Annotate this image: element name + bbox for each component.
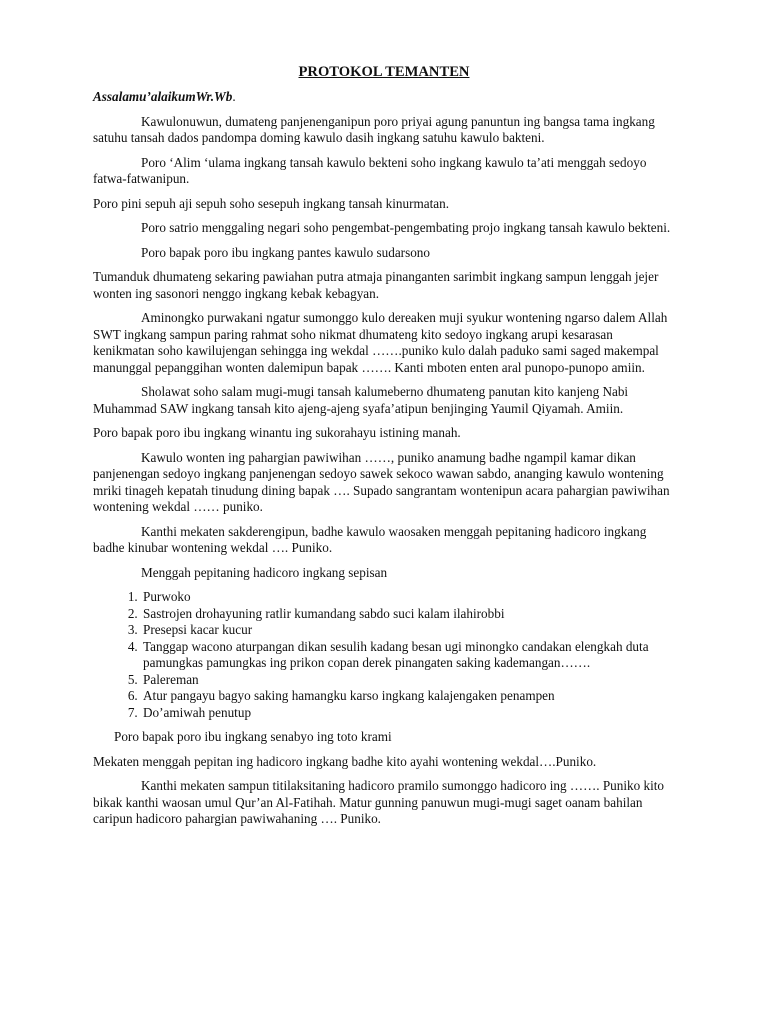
paragraph-6: Tumanduk dhumateng sekaring pawiahan putra atmaja pinanganten sarimbit ingkang sampun lenggah jejer wonten ing sasonori nenggo ingkang kebak kebagyan. (93, 269, 659, 301)
greeting-period: . (232, 89, 236, 104)
paragraph-1: Kawulonuwun, dumateng panjenenganipun poro priyai agung panuntun ing bangsa tama ingkang satuhu tansah dados pandompa doming kawulo dasih ingkang satuhu kawulo bakteni. (93, 113, 655, 145)
greeting (93, 89, 675, 106)
greeting-text: Assalamu’alaikumWr.Wb (93, 89, 233, 104)
paragraph-7: Aminongko purwakani ngatur sumonggo kulo dereaken muji syukur wontening ngarso dalem Allah SWT ingkang sampun paring rahmat soho nikmat dhumateng kito sedoyo ingkang arupi kesarasan kenikmatan soho kawilujengan sehingga ing wekdal …….puniko kulo dalah paduko sami saged makempal manunggal pepanggihan wonten dalemipun bapak ……. Kanti mboten enten aral punopo-punopo amiin. (93, 310, 668, 375)
paragraph-3: Poro pini sepuh aji sepuh soho sesepuh ingkang tansah kinurmatan. (93, 195, 450, 211)
list-item: 7. Do’amiwah penutup (141, 705, 675, 722)
list-item: 6. Atur pangayu bagyo saking hamangku karso ingkang kalajengaken penampen (141, 688, 675, 705)
paragraph-11: Kanthi mekaten sakderengipun, badhe kawulo waosaken menggah pepitaning hadicoro ingkang badhe kinubar wontening wekdal …. Puniko. (93, 523, 647, 555)
paragraph-15: Kanthi mekaten sampun titilaksitaning hadicoro pramilo sumonggo hadicoro ing ……. Puniko kito bikak kanthi waosan umul Qur’an Al-Fatihah. Matur gunning panuwun mugi-mugi saget oanam bahilan caripun hadicoro pahargian pawiwahaning …. Puniko. (93, 778, 665, 826)
paragraph-13: Poro bapak poro ibu ingkang senabyo ing toto krami (114, 729, 392, 744)
document-title: PROTOKOL TEMANTEN (298, 64, 470, 80)
paragraph-4: Poro satrio menggaling negari soho pengembat-pengembating projo ingkang tansah kawulo bekteni. (141, 220, 671, 235)
list-item: 5. Palereman (141, 672, 675, 689)
list-item: 4. Tanggap wacono aturpangan dikan sesulih kadang besan ugi minongko candakan elengkah duta pamungkas pamungkas ing prikon copan derek pinangaten saking kademangan……. (141, 639, 675, 672)
paragraph-9: Poro bapak poro ibu ingkang winantu ing sukorahayu istining manah. (93, 425, 461, 440)
list-item: 2. Sastrojen drohayuning ratlir kumandang sabdo suci kalam ilahirobbi (141, 606, 675, 623)
paragraph-14: Mekaten menggah pepitan ing hadicoro ingkang badhe kito ayahi wontening wekdal….Puniko. (93, 753, 597, 769)
list-item: 3. Presepsi kacar kucur (141, 622, 675, 639)
paragraph-12: Menggah pepitaning hadicoro ingkang sepisan (141, 564, 388, 580)
agenda-list (93, 589, 675, 721)
paragraph-5: Poro bapak poro ibu ingkang pantes kawulo sudarsono (141, 244, 430, 260)
document-page (93, 63, 675, 836)
paragraph-2: Poro ‘Alim ‘ulama ingkang tansah kawulo bekteni soho ingkang kawulo ta’ati menggah sedoyo fatwa-fatwanipun. (93, 154, 647, 186)
paragraph-8: Sholawat soho salam mugi-mugi tansah kalumeberno dhumateng panutan kito kanjeng Nabi Muhammad SAW ingkang tansah kito ajeng-ajeng syafa’atipun benjinging Yaumil Qiyamah. Amiin. (93, 384, 629, 416)
list-item: 1. Purwoko (141, 589, 675, 606)
paragraph-10: Kawulo wonten ing pahargian pawiwihan ……, puniko anamung badhe ngampil kamar dikan panjenengan sedoyo ingkang panjenengan sedoyo sawek sekoco wawan sabdo, ananging kawulo wontening mriki tinageh kepatah tinudung dining bapak …. Supado sangrantam wontenipun acara pahargian pawiwihan wontening wekdal …… puniko. (93, 449, 670, 514)
